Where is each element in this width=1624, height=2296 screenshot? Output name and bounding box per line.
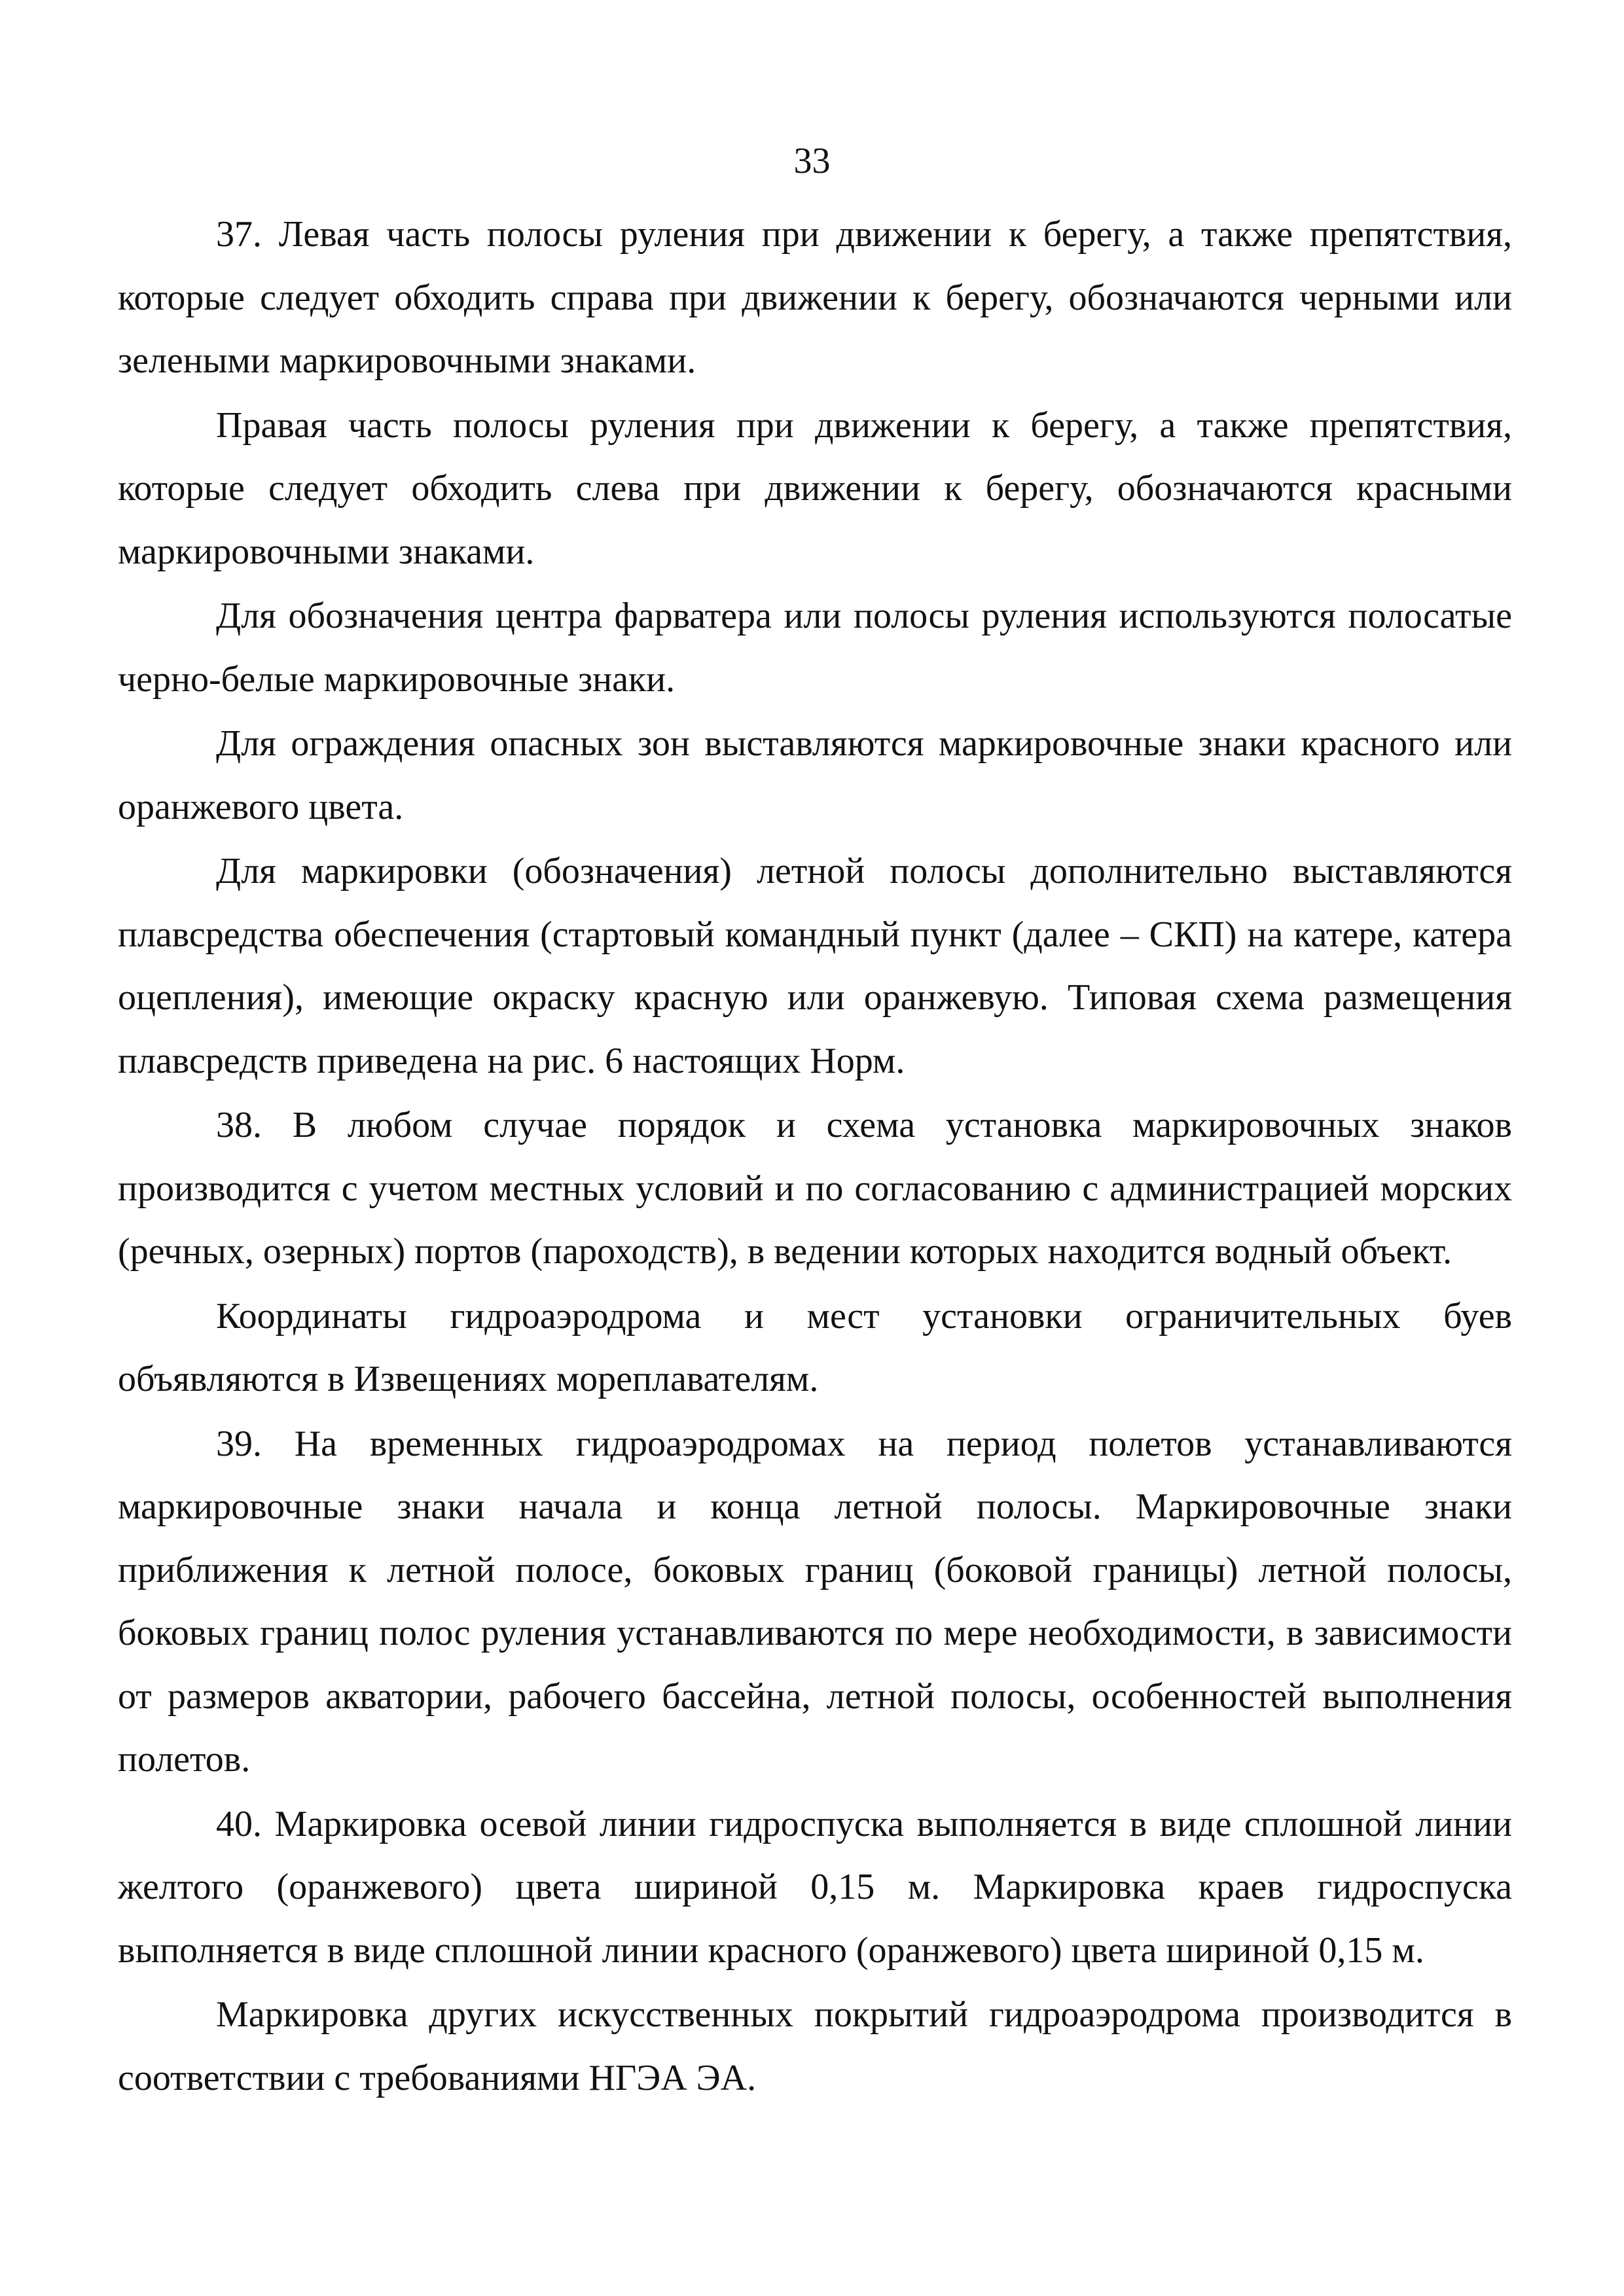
paragraph-center-marking: Для обозначения центра фарватера или полосы руления используются полосатые черно-белые маркировочные знаки. — [118, 596, 1512, 700]
paragraph-other-surfaces: Маркировка других искусственных покрытий гидроаэродрома производится в соответствии с требованиями НГЭА ЭА. — [118, 1994, 1512, 2098]
paragraph-38: 38. В любом случае порядок и схема установка маркировочных знаков производится с учетом местных условий и по согласованию с администрацией морских (речных, озерных) портов (пароходств), в ведении которых находится водный объект. — [118, 1105, 1512, 1272]
document-body — [118, 203, 1512, 2109]
paragraph-37: 37. Левая часть полосы руления при движении к берегу, а также препятствия, которые следует обходить справа при движении к берегу, обозначаются черными или зелеными маркировочными знаками. — [118, 214, 1512, 381]
paragraph-39: 39. На временных гидроаэродромах на период полетов устанавливаются маркировочные знаки начала и конца летной полосы. Маркировочные знаки приближения к летной полосе, боковых границ (боковой границы) летной полосы, боковых границ полос руления устанавливаются по мере необходимости, в зависимости от размеров акватории, рабочего бассейна, летной полосы, особенностей выполнения полетов. — [118, 1423, 1512, 1780]
paragraph-40: 40. Маркировка осевой линии гидроспуска выполняется в виде сплошной линии желтого (оранжевого) цвета шириной 0,15 м. Маркировка краев гидроспуска выполняется в виде сплошной линии красного (оранжевого) цвета шириной 0,15 м. — [118, 1803, 1512, 1971]
paragraph-danger-zones: Для ограждения опасных зон выставляются маркировочные знаки красного или оранжевого цвета. — [118, 723, 1512, 827]
paragraph-coordinates: Координаты гидроаэродрома и мест установки ограничительных буев объявляются в Извещениях мореплавателям. — [118, 1295, 1512, 1399]
paragraph-right-side: Правая часть полосы руления при движении к берегу, а также препятствия, которые следует обходить слева при движении к берегу, обозначаются красными маркировочными знаками. — [118, 404, 1512, 572]
paragraph-runway-vessels: Для маркировки (обозначения) летной полосы дополнительно выставляются плавсредства обеспечения (стартовый командный пункт (далее – СКП) на катере, катера оцепления), имеющие окраску красную или оранжевую. Типовая схема размещения плавсредств приведена на рис. 6 настоящих Норм. — [118, 851, 1512, 1081]
page-number: 33 — [793, 141, 831, 181]
